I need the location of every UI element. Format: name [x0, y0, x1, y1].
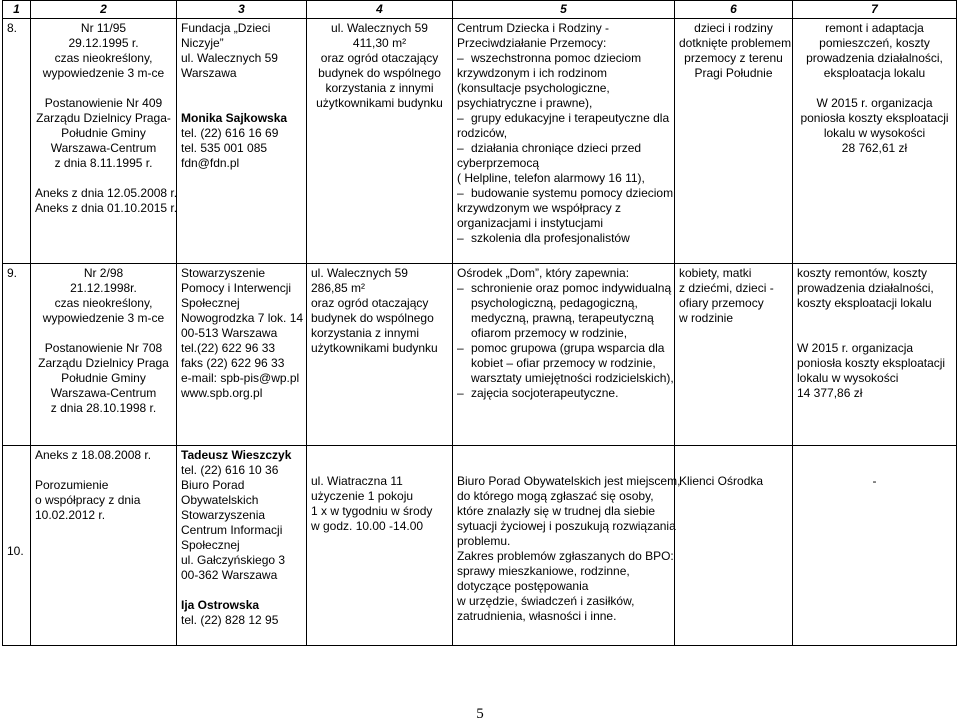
premises-cell [307, 19, 453, 264]
text-line: eksploatacja lokalu [823, 66, 926, 80]
item-text: wszechstronna pomoc dzieciom [471, 51, 642, 65]
bullet-item [457, 111, 670, 126]
text-line: ul. Wiatraczna 11 [311, 474, 403, 488]
item-text: krzywdzonym i ich rodzinom [457, 66, 608, 80]
item-text: krzywdzonym we współpracy z [457, 201, 622, 215]
text-line [457, 326, 670, 341]
item-text: ofiarom przemocy w rodzinie, [471, 326, 628, 340]
text-line: użyczenie 1 pokoju [311, 489, 414, 503]
activities-cell [453, 264, 675, 446]
text-line: 00-362 Warszawa [181, 568, 278, 582]
item-text: cyberprzemocą [457, 156, 540, 170]
text-line [457, 266, 670, 281]
bullet-item [457, 386, 670, 401]
item-text: problemu. [457, 534, 511, 548]
text-line: prowadzenia działalności, [797, 281, 934, 295]
text-line: ul. Walecznych 59 [311, 266, 408, 280]
text-line: poniosła koszty eksploatacji [797, 356, 946, 370]
text-line: 14 377,86 zł [797, 386, 863, 400]
text-line: Postanowienie Nr 409 [44, 96, 163, 110]
text-line: 10.02.2012 r. [35, 508, 106, 522]
text-line: Stowarzyszenia [181, 508, 266, 522]
recipients-cell [675, 446, 793, 646]
text-line: Centrum Informacji [181, 523, 283, 537]
item-text: psychologiczną, pedagogiczną, [471, 296, 638, 310]
text-line: - [872, 474, 877, 488]
organization-cell [177, 264, 307, 446]
column-header: 3 [177, 1, 307, 19]
text-line: lokalu w wysokości [823, 126, 926, 140]
page-number: 5 [476, 706, 484, 722]
text-line: korzystania z innymi [311, 326, 420, 340]
text-line [457, 171, 670, 186]
text-line: z dnia 28.10.1998 r. [50, 401, 157, 415]
text-line: Nr 2/98 [83, 266, 124, 280]
text-line [797, 311, 952, 326]
item-text: w urzędzie, świadczeń i zasiłków, [457, 594, 635, 608]
item-text: organizacjami i instytucjami [457, 216, 604, 230]
text-line [35, 463, 172, 478]
bullet-item [457, 141, 670, 156]
activities-cell [453, 446, 681, 646]
item-text: zajęcia socjoterapeutyczne. [471, 386, 619, 400]
premises-cell [307, 264, 453, 446]
contact-person: Tadeusz Wieszczyk [181, 448, 292, 462]
agreement-cell [31, 19, 177, 264]
costs-cell [793, 264, 957, 446]
table-row [3, 264, 957, 446]
text-line [457, 474, 681, 489]
text-line: koszty remontów, koszty [797, 266, 928, 280]
item-text: grupy edukacyjne i terapeutyczne dla [471, 111, 670, 125]
text-line: 21.12.1998r. [70, 281, 137, 295]
text-line: tel. (22) 616 16 69 [181, 126, 279, 140]
text-line: ul. Walecznych 59 [181, 51, 278, 65]
costs-cell [793, 446, 957, 646]
item-text: medyczną, prawną, terapeutyczną [471, 311, 654, 325]
table-row [3, 446, 957, 646]
text-line: Niczyje” [181, 36, 224, 50]
text-line [457, 156, 670, 171]
text-line: Aneks z dnia 12.05.2008 r. [35, 186, 178, 200]
item-text: (konsultacje psychologiczne, [457, 81, 610, 95]
text-line: prowadzenia działalności, [806, 51, 943, 65]
text-line [181, 81, 302, 96]
text-line: w rodzinie [679, 311, 734, 325]
text-line [457, 579, 670, 594]
text-line [457, 66, 670, 81]
bullet-item [457, 341, 670, 356]
item-text: Centrum Dziecka i Rodziny - [457, 21, 610, 35]
column-header: 5 [453, 1, 675, 19]
text-line: Aneks z dnia 01.10.2015 r. [35, 201, 178, 215]
text-line: o współpracy z dnia [35, 493, 141, 507]
text-line: Warszawa-Centrum [50, 141, 157, 155]
text-line: poniosła koszty eksploatacji [800, 111, 949, 125]
bullet-item [457, 51, 670, 66]
text-line [457, 96, 670, 111]
column-header: 2 [31, 1, 177, 19]
text-line: wypowiedzenie 3 m-ce [42, 66, 165, 80]
text-line: 286,85 m² [311, 281, 366, 295]
row-number: 10. [3, 446, 31, 646]
text-line [181, 96, 302, 111]
text-line: tel. (22) 616 10 36 [181, 463, 279, 477]
text-line: Postanowienie Nr 708 [44, 341, 163, 355]
item-text: schronienie oraz pomoc indywidualną [471, 281, 672, 295]
item-text: sytuacji życiowej i poszukują rozwiązania [457, 519, 676, 533]
text-line: www.spb.org.pl [181, 386, 263, 400]
text-line [457, 594, 670, 609]
text-line: czas nieokreślony, [54, 296, 153, 310]
recipients-cell [675, 19, 793, 264]
text-line: ul. Walecznych 59 [331, 21, 428, 35]
text-line: koszty eksploatacji lokalu [797, 296, 932, 310]
column-header: 4 [307, 1, 453, 19]
text-line: użytkownikami budynku [316, 96, 443, 110]
item-text: do którego mogą zgłaszać się osoby, [457, 489, 654, 503]
text-line: e-mail: spb-pis@wp.pl [181, 371, 300, 385]
bullet-item [457, 231, 670, 246]
text-line [457, 21, 670, 36]
text-line [797, 326, 952, 341]
text-line [457, 549, 674, 564]
text-line: Porozumienie [35, 478, 109, 492]
item-text: warsztaty umiejętności rodzicielskich), [471, 371, 674, 385]
costs-cell [793, 19, 957, 264]
text-line: oraz ogród otaczający [311, 296, 429, 310]
text-line: 1 x w tygodniu w środy [311, 504, 433, 518]
text-line: Południe Gminy [61, 371, 146, 385]
text-line [457, 356, 670, 371]
recipients-cell [675, 264, 793, 446]
text-line: Fundacja „Dzieci [181, 21, 271, 35]
text-line: Monika Sajkowska [181, 111, 288, 125]
text-line: Zarządu Dzielnicy Praga [38, 356, 169, 370]
item-text: szkolenia dla profesjonalistów [471, 231, 630, 245]
row-number: 8. [3, 19, 31, 264]
text-line [35, 326, 172, 341]
agreement-cell [31, 264, 177, 446]
text-line: Społecznej [181, 538, 240, 552]
item-text: Przeciwdziałanie Przemocy: [457, 36, 607, 50]
text-line: 28 762,61 zł [841, 141, 908, 155]
text-line: Obywatelskich [181, 493, 259, 507]
text-line: Klienci Ośrodka [679, 474, 764, 488]
text-line: z dziećmi, dzieci - [679, 281, 774, 295]
text-line [457, 81, 670, 96]
text-line: Warszawa [181, 66, 237, 80]
contact-person: Ija Ostrowska [181, 598, 260, 612]
text-line: pomieszczeń, koszty [819, 36, 930, 50]
text-line: z dnia 8.11.1995 r. [54, 156, 153, 170]
text-line: wypowiedzenie 3 m-ce [42, 311, 165, 325]
text-line [35, 171, 172, 186]
text-line: 29.12.1995 r. [68, 36, 139, 50]
item-text: kobiet – ofiar przemocy w rodzinie, [471, 356, 656, 370]
text-line: Aneks z 18.08.2008 r. [35, 448, 152, 462]
item-text: rodziców, [457, 126, 508, 140]
column-header: 6 [675, 1, 793, 19]
text-line: Pragi Południe [694, 66, 773, 80]
item-text: zatrudnienia, własności i inne. [457, 609, 617, 623]
item-text: Zakres problemów zgłaszanych do BPO: [457, 549, 674, 563]
text-line: w godz. 10.00 -14.00 [311, 519, 424, 533]
activities-cell [453, 19, 675, 264]
header-row [3, 1, 957, 19]
text-line: przemocy z terenu [684, 51, 783, 65]
item-text: dotyczące postępowania [457, 579, 589, 593]
item-text: pomoc grupowa (grupa wsparcia dla [471, 341, 665, 355]
text-line [457, 36, 670, 51]
bullet-item [457, 281, 670, 296]
text-line: Zarządu Dzielnicy Praga- [36, 111, 171, 125]
text-line [457, 126, 670, 141]
text-line: 411,30 m² [352, 36, 407, 50]
organization-cell [177, 446, 307, 646]
text-line [797, 81, 952, 96]
text-line [457, 201, 670, 216]
text-line: korzystania z innymi [325, 81, 434, 95]
text-line: tel. 535 001 085 [181, 141, 268, 155]
document-table [2, 0, 957, 646]
text-line: tel. (22) 828 12 95 [181, 613, 279, 627]
item-text: budowanie systemu pomocy dzieciom [471, 186, 674, 200]
text-line: czas nieokreślony, [54, 51, 153, 65]
text-line: użytkownikami budynku [311, 341, 438, 355]
text-line: budynek do wspólnego [311, 311, 434, 325]
text-line [457, 371, 674, 386]
text-line: Biuro Porad [181, 478, 245, 492]
text-line: tel.(22) 622 96 33 [181, 341, 276, 355]
column-header: 1 [3, 1, 31, 19]
text-line [457, 564, 670, 579]
text-line: ofiary przemocy [679, 296, 764, 310]
text-line: W 2015 r. organizacja [797, 341, 914, 355]
text-line [457, 296, 670, 311]
organization-cell [177, 19, 307, 264]
text-line [457, 311, 670, 326]
bullet-item [457, 186, 674, 201]
item-text: sprawy mieszkaniowe, rodzinne, [457, 564, 630, 578]
row-number: 9. [3, 264, 31, 446]
item-text: ( Helpline, telefon alarmowy 16 11), [457, 171, 645, 185]
text-line: Pomocy i Interwencji [181, 281, 292, 295]
text-line [457, 216, 670, 231]
item-text: Biuro Porad Obywatelskich jest miejscem, [457, 474, 681, 488]
text-line: ul. Gałczyńskiego 3 [181, 553, 286, 567]
text-line [35, 81, 172, 96]
text-line [457, 489, 670, 504]
item-text: działania chroniące dzieci przed [471, 141, 642, 155]
text-line: Nowogrodzka 7 lok. 14 [181, 311, 304, 325]
text-line: oraz ogród otaczający [320, 51, 439, 65]
text-line [457, 609, 670, 624]
text-line [457, 534, 670, 549]
text-line: Warszawa-Centrum [50, 386, 157, 400]
text-line: Południe Gminy [61, 126, 146, 140]
text-line: 00-513 Warszawa [181, 326, 278, 340]
text-line: kobiety, matki [679, 266, 752, 280]
text-line [457, 519, 676, 534]
item-text: psychiatryczne i prawne), [457, 96, 593, 110]
text-line: W 2015 r. organizacja [816, 96, 933, 110]
text-line: lokalu w wysokości [797, 371, 899, 385]
text-line: dotknięte problemem [679, 36, 792, 50]
text-line: Społecznej [181, 296, 240, 310]
agreement-cell [31, 446, 177, 646]
table-row [3, 19, 957, 264]
text-line: Stowarzyszenie [181, 266, 266, 280]
text-line: budynek do wspólnego [318, 66, 441, 80]
text-line [457, 504, 670, 519]
column-header: 7 [793, 1, 957, 19]
item-text: które znalazły się w trudnej dla siebie [457, 504, 656, 518]
text-line: dzieci i rodziny [694, 21, 773, 35]
text-line: fdn@fdn.pl [181, 156, 240, 170]
text-line: remont i adaptacja [825, 21, 924, 35]
text-line: faks (22) 622 96 33 [181, 356, 285, 370]
premises-cell [307, 446, 453, 646]
item-text: Ośrodek „Dom”, który zapewnia: [457, 266, 630, 280]
text-line: Nr 11/95 [80, 21, 127, 35]
